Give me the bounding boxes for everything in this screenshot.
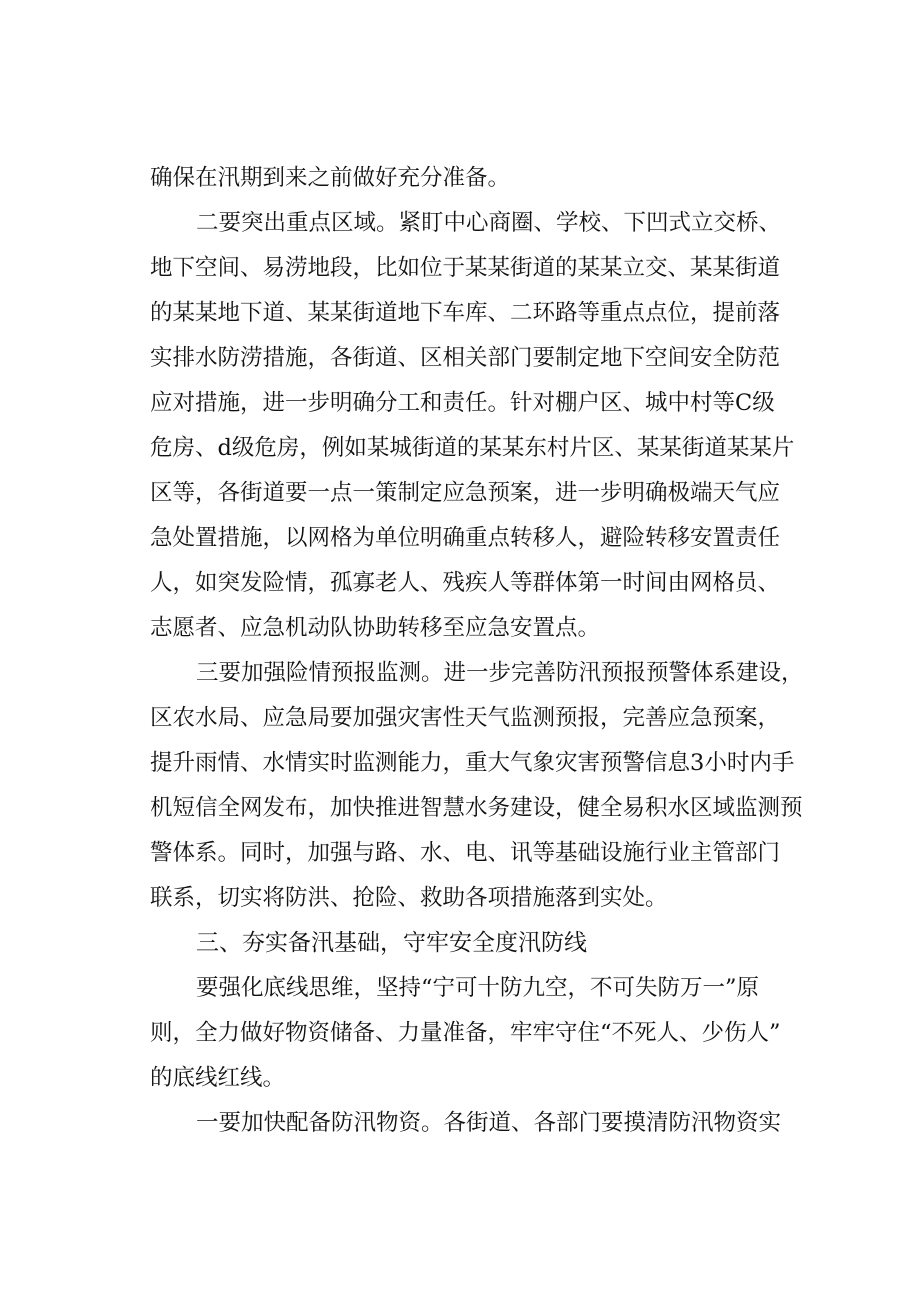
body-line-22: 一要加快配备防汛物资。各街道、各部门要摸清防汛物资实	[196, 1110, 782, 1136]
body-line-13: 区农水局、应急局要加强灾害性天气监测预报，完善应急预案，	[150, 705, 781, 731]
body-line-5: 实排水防涝措施，各街道、区相关部门要制定地下空间安全防范	[150, 345, 781, 371]
body-line-15: 机短信全网发布，加快推进智慧水务建设，健全易积水区域监测预	[150, 795, 803, 821]
body-line-10: 人，如突发险情，孤寡老人、残疾人等群体第一时间由网格员、	[150, 570, 781, 596]
body-line-4: 的某某地下道、某某街道地下车库、二环路等重点点位，提前落	[150, 300, 781, 326]
body-line-20: 则，全力做好物资储备、力量准备，牢牢守住“不死人、少伤人”	[150, 1020, 781, 1046]
body-line-3: 地下空间、易涝地段，比如位于某某街道的某某立交、某某街道	[150, 255, 781, 281]
section-heading: 三、夯实备汛基础，守牢安全度汛防线	[196, 930, 587, 956]
body-line-11: 志愿者、应急机动队协助转移至应急安置点。	[150, 615, 601, 641]
body-line-2: 二要突出重点区域。紧盯中心商圈、学校、下凹式立交桥、	[196, 210, 782, 236]
body-line-12: 三要加强险情预报监测。进一步完善防汛预报预警体系建设，	[196, 660, 804, 686]
body-line-9: 急处置措施，以网格为单位明确重点转移人，避险转移安置责任	[150, 525, 781, 551]
body-line-1: 确保在汛期到来之前做好充分准备。	[150, 165, 511, 191]
body-line-19: 要强化底线思维，坚持“宁可十防九空，不可失防万一”原	[196, 975, 760, 1001]
body-line-17: 联系，切实将防洪、抢险、救助各项措施落到实处。	[150, 885, 668, 911]
body-line-14: 提升雨情、水情实时监测能力，重大气象灾害预警信息3小时内手	[150, 750, 795, 776]
body-line-6: 应对措施，进一步明确分工和责任。针对棚户区、城中村等C级	[150, 390, 775, 416]
body-line-8: 区等，各街道要一点一策制定应急预案，进一步明确极端天气应	[150, 480, 781, 506]
body-line-7: 危房、d级危房，例如某城街道的某某东村片区、某某街道某某片	[150, 435, 795, 461]
body-line-16: 警体系。同时，加强与路、水、电、讯等基础设施行业主管部门	[150, 840, 781, 866]
body-line-21: 的底线红线。	[150, 1065, 286, 1091]
